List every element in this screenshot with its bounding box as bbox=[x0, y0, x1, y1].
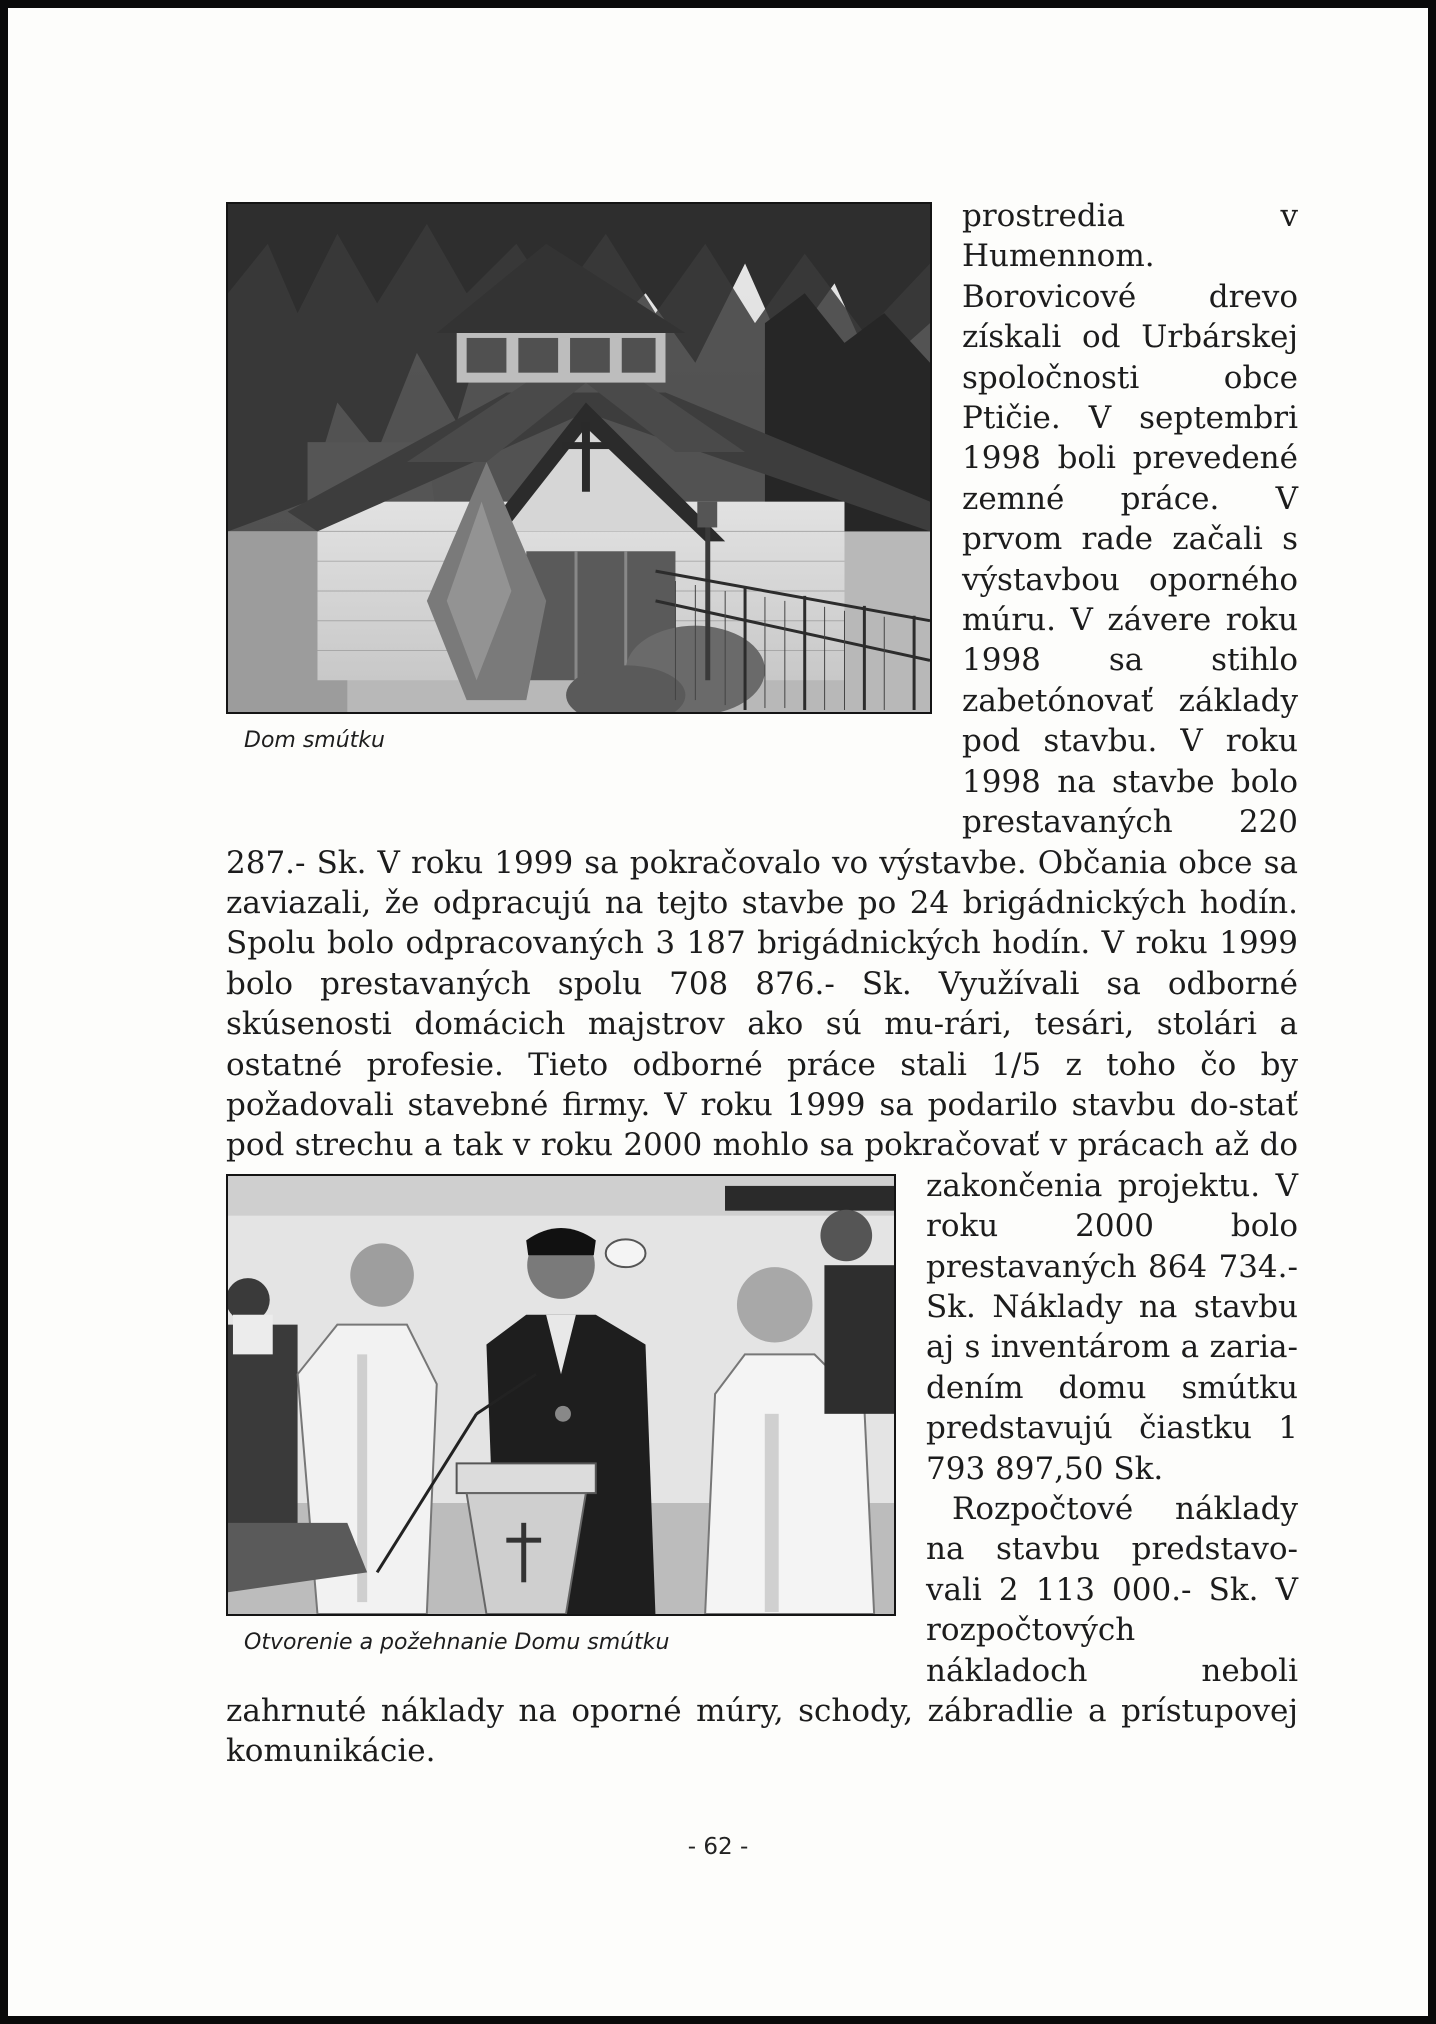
paragraph-1-text-a: prostredia v Humennom. Borovicové drevo získali od Urbárskej spoločnosti obce Ptičie. V septembri 1998 boli prevedené zemné práce. V prvom rade začali s výstavbou oporného múru. V závere roku 1998 sa stihlo zabetónovať základy pod stavbu. V roku 1998 na stavbe bolo prestavaných 220 287.- Sk. V roku 1999 sa pokračovalo vo výstavbe. Občania obce sa zaviazali, že odpracujú na tejto stavbe po 24 brigádnických hodín. Spolu bolo odpracovaných 3 187 brigádnických hodín. V roku 1999 bolo prestavaných spolu 708 876.- Sk. Využívali sa odborné skúsenosti domácich majstrov ako sú mu-rári, tesári, stolári a ostatné profesie. Tieto odborné práce stali 1/5 z toho čo by požadovali stavebné firmy. V roku 1999 sa podarilo stavbu do-stať pod strechu a tak v roku 2000 bbox=[226, 198, 1298, 1164]
figure-dom-smutku bbox=[226, 202, 932, 808]
figure-caption: Otvorenie a požehnanie Domu smútku bbox=[244, 1629, 670, 1655]
photo-blessing-ceremony bbox=[226, 1174, 896, 1616]
text-column bbox=[226, 196, 1298, 1772]
figure-caption: Dom smútku bbox=[244, 728, 385, 753]
funeral-house-image bbox=[228, 204, 930, 712]
body-paragraph-2: Rozpočtové náklady na stavbu predstavovali 2 113 000.- Sk. V rozpočtových nákladoch neboli zahrnuté náklady na oporné múry, schody, zábradlie a prístupovej komunikácie. bbox=[226, 1491, 1298, 1770]
photo-funeral-house bbox=[226, 202, 932, 714]
paragraph-1-text-b: mohlo sa pokračovať v prácach až do zakončenia projektu. V roku 2000 bolo prestavaných 864 734.- Sk. Náklady na stavbu aj s inventárom a zariadením domu smútku predstavujú čiastku 1 793 897,50 Sk. bbox=[712, 1127, 1299, 1487]
figure-otvorenie bbox=[226, 1174, 896, 1680]
blessing-ceremony-image bbox=[228, 1176, 894, 1614]
page-number: - 62 - bbox=[687, 1834, 749, 1860]
